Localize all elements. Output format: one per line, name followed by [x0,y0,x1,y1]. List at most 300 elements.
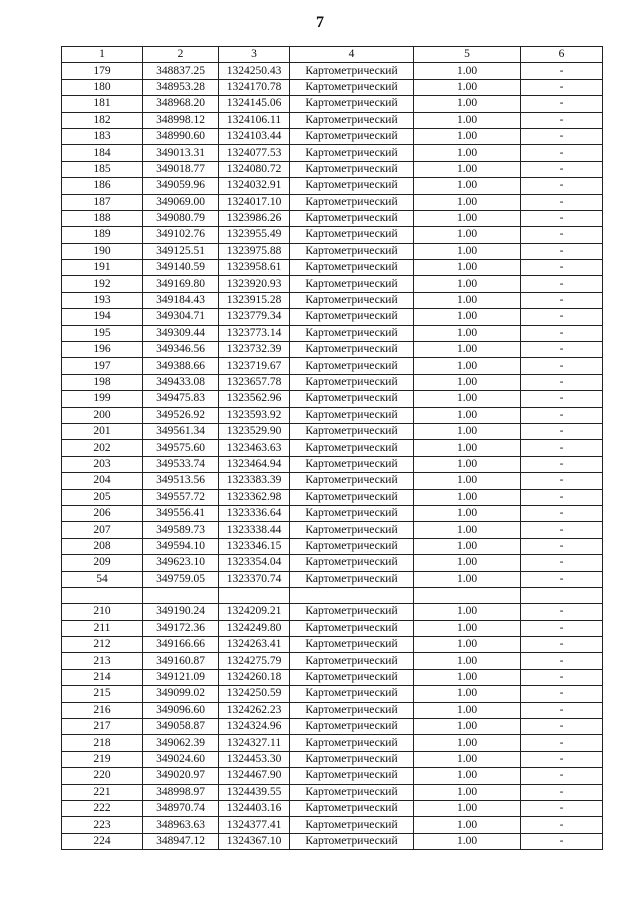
table-cell: 349069.00 [143,194,219,210]
table-cell: 1324080.72 [219,161,290,177]
table-cell: 349533.74 [143,456,219,472]
table-row [62,374,603,390]
table-cell: Картометрический [290,784,414,800]
table-cell [143,587,219,603]
table-row [62,178,603,194]
table-cell: 204 [62,473,143,489]
table-cell: Картометрический [290,309,414,325]
table-cell: Картометрический [290,637,414,653]
table-row [62,653,603,669]
table-cell: 1.00 [414,620,521,636]
table-cell: Картометрический [290,555,414,571]
table-cell: Картометрический [290,145,414,161]
table-cell: - [521,423,603,439]
table-cell: - [521,407,603,423]
table-cell: 349561.34 [143,423,219,439]
table-cell: 224 [62,833,143,849]
table-cell: Картометрический [290,800,414,816]
table-cell: 1323719.67 [219,358,290,374]
table-cell: 348998.12 [143,112,219,128]
table-cell: 1324439.55 [219,784,290,800]
table-cell: 349184.43 [143,292,219,308]
table-cell: 1.00 [414,735,521,751]
table-row [62,440,603,456]
table-cell: 220 [62,768,143,784]
table-cell: 196 [62,342,143,358]
table-cell: 1.00 [414,604,521,620]
table-cell: 348990.60 [143,128,219,144]
table-row [62,342,603,358]
table-cell: - [521,210,603,226]
table-cell: 219 [62,751,143,767]
table-cell: 1323338.44 [219,522,290,538]
table-cell: 180 [62,79,143,95]
table-cell: - [521,358,603,374]
table-cell: 218 [62,735,143,751]
table-cell: - [521,604,603,620]
table-row [62,292,603,308]
table-cell: 1323732.39 [219,342,290,358]
table-cell: 185 [62,161,143,177]
table-cell [414,587,521,603]
table-cell: 1.00 [414,571,521,587]
table-cell: 1.00 [414,79,521,95]
table-cell: 181 [62,96,143,112]
table-cell: 199 [62,391,143,407]
table-cell: 189 [62,227,143,243]
table-cell: 349096.60 [143,702,219,718]
table-cell: - [521,735,603,751]
table-cell: 349433.08 [143,374,219,390]
table-cell: Картометрический [290,735,414,751]
table-cell: - [521,342,603,358]
table-cell: 1.00 [414,112,521,128]
table-cell: Картометрический [290,702,414,718]
table-cell: 349623.10 [143,555,219,571]
table-cell: 188 [62,210,143,226]
table-cell [521,587,603,603]
table-cell: 349024.60 [143,751,219,767]
table-cell: 1.00 [414,63,521,79]
table-row [62,637,603,653]
table-cell: 205 [62,489,143,505]
table-cell: Картометрический [290,325,414,341]
table-cell: - [521,653,603,669]
table-cell: 1.00 [414,702,521,718]
table-cell: 1.00 [414,768,521,784]
table-row [62,587,603,603]
table-cell: Картометрический [290,178,414,194]
table-cell: Картометрический [290,194,414,210]
table-cell: 213 [62,653,143,669]
table-row [62,423,603,439]
table-cell: Картометрический [290,243,414,259]
table-cell: 191 [62,260,143,276]
table-cell: Картометрический [290,260,414,276]
table-cell: - [521,391,603,407]
table-cell: Картометрический [290,276,414,292]
table-cell: 349346.56 [143,342,219,358]
table-cell: 349102.76 [143,227,219,243]
table-cell: - [521,79,603,95]
table-cell: 1.00 [414,210,521,226]
table-cell: 1.00 [414,145,521,161]
table-cell: 348968.20 [143,96,219,112]
table-cell: Картометрический [290,63,414,79]
table-cell: 1.00 [414,358,521,374]
table-row [62,538,603,554]
table-cell: Картометрический [290,473,414,489]
table-cell: 1.00 [414,276,521,292]
table-row [62,227,603,243]
table-cell: 1.00 [414,751,521,767]
table-cell: 1323463.63 [219,440,290,456]
table-cell: 1.00 [414,440,521,456]
table-row [62,407,603,423]
table-cell: 211 [62,620,143,636]
table-cell: - [521,276,603,292]
table-row [62,522,603,538]
table-cell: 1.00 [414,653,521,669]
table-cell: Картометрический [290,79,414,95]
table-cell: 1324467.90 [219,768,290,784]
table-cell: - [521,637,603,653]
table-cell: 1.00 [414,227,521,243]
table-cell: 194 [62,309,143,325]
table-cell: 349190.24 [143,604,219,620]
column-header: 2 [143,47,219,63]
table-cell: 349575.60 [143,440,219,456]
table-cell: 1324262.23 [219,702,290,718]
table-cell: 1324170.78 [219,79,290,95]
table-cell: 1.00 [414,456,521,472]
table-cell: 349304.71 [143,309,219,325]
table-cell: 1323657.78 [219,374,290,390]
table-cell: 1324249.80 [219,620,290,636]
table-cell: 1324260.18 [219,669,290,685]
table-cell: Картометрический [290,571,414,587]
table-cell: 348947.12 [143,833,219,849]
table-cell: 210 [62,604,143,620]
table-cell: Картометрический [290,538,414,554]
table-cell: Картометрический [290,342,414,358]
table-cell: - [521,456,603,472]
table-row [62,817,603,833]
table-cell: Картометрический [290,719,414,735]
table-cell: 195 [62,325,143,341]
table-cell: - [521,702,603,718]
table-cell: 349556.41 [143,505,219,521]
table-cell: 1.00 [414,342,521,358]
table-cell: - [521,505,603,521]
table-cell: 1324017.10 [219,194,290,210]
table-cell: 1323362.98 [219,489,290,505]
table-cell: 1.00 [414,637,521,653]
table-cell: 348970.74 [143,800,219,816]
table-row [62,768,603,784]
table-cell: 348953.28 [143,79,219,95]
table-cell: Картометрический [290,505,414,521]
table-cell: 203 [62,456,143,472]
table-cell: 349125.51 [143,243,219,259]
table-cell: 1323986.26 [219,210,290,226]
table-cell: 1324145.06 [219,96,290,112]
table-cell: Картометрический [290,456,414,472]
page-number: 7 [316,14,324,31]
table-cell: 1324275.79 [219,653,290,669]
table-cell: 209 [62,555,143,571]
table-row [62,669,603,685]
table-cell: Картометрический [290,686,414,702]
table-cell: 1.00 [414,784,521,800]
table-cell: - [521,833,603,849]
table-cell: - [521,538,603,554]
table-row [62,194,603,210]
table-cell: 222 [62,800,143,816]
table-cell: 1.00 [414,800,521,816]
table-cell: 202 [62,440,143,456]
table-cell: - [521,440,603,456]
table-row [62,309,603,325]
table-body [62,63,603,850]
table-cell: Картометрический [290,751,414,767]
table-row [62,784,603,800]
table-row [62,391,603,407]
table-cell: 1.00 [414,243,521,259]
table-cell: 1324403.16 [219,800,290,816]
table-cell: - [521,817,603,833]
table-cell: 190 [62,243,143,259]
table-cell: - [521,178,603,194]
table-row [62,243,603,259]
column-header: 6 [521,47,603,63]
table-cell: 1.00 [414,161,521,177]
table-cell: Картометрический [290,227,414,243]
table-cell: 348837.25 [143,63,219,79]
table-cell: 54 [62,571,143,587]
table-cell: - [521,194,603,210]
table-cell: 1.00 [414,325,521,341]
table-cell: - [521,751,603,767]
table-cell: - [521,473,603,489]
table-cell: - [521,292,603,308]
table-cell: 1.00 [414,128,521,144]
table-cell: - [521,374,603,390]
table-cell: 201 [62,423,143,439]
table-cell: Картометрический [290,96,414,112]
table-row [62,702,603,718]
table-cell: - [521,325,603,341]
table-cell: Картометрический [290,374,414,390]
table-cell: 1.00 [414,669,521,685]
table-cell: 349513.56 [143,473,219,489]
table-cell: 349020.97 [143,768,219,784]
table-cell: 1324250.59 [219,686,290,702]
table-cell: 186 [62,178,143,194]
table-row [62,473,603,489]
table-row [62,505,603,521]
table-cell: Картометрический [290,489,414,505]
table-cell: 1324367.10 [219,833,290,849]
coordinates-table [61,46,603,850]
table-cell: 349059.96 [143,178,219,194]
table-cell: - [521,620,603,636]
table-cell: - [521,555,603,571]
table-cell: 348963.63 [143,817,219,833]
table-cell: 1.00 [414,391,521,407]
table-cell [62,587,143,603]
table-cell: 207 [62,522,143,538]
table-cell: Картометрический [290,817,414,833]
table-cell: Картометрический [290,669,414,685]
table-cell: 349172.36 [143,620,219,636]
table-cell: 1.00 [414,833,521,849]
table-row [62,735,603,751]
table-cell [219,587,290,603]
table-cell: Картометрический [290,292,414,308]
table-cell: 349309.44 [143,325,219,341]
table-cell: 1.00 [414,489,521,505]
table-cell: - [521,768,603,784]
table-cell: 1.00 [414,473,521,489]
column-header: 3 [219,47,290,63]
table-row [62,751,603,767]
table-cell: 349140.59 [143,260,219,276]
table-cell: 193 [62,292,143,308]
table-cell: 1324377.41 [219,817,290,833]
table-cell: - [521,63,603,79]
table-row [62,456,603,472]
table-cell: Картометрический [290,768,414,784]
table-cell: 1.00 [414,260,521,276]
table-row [62,63,603,79]
table-cell: 1.00 [414,686,521,702]
table-cell: 1323593.92 [219,407,290,423]
table-cell: 1.00 [414,178,521,194]
table-cell: 214 [62,669,143,685]
table-cell: 221 [62,784,143,800]
table-cell: 349388.66 [143,358,219,374]
table-cell: 1.00 [414,817,521,833]
table-cell: 192 [62,276,143,292]
table-cell: Картометрический [290,358,414,374]
table-cell: 208 [62,538,143,554]
table-cell: - [521,800,603,816]
table-row [62,325,603,341]
table-cell [290,587,414,603]
table-cell: Картометрический [290,161,414,177]
table-cell: 349099.02 [143,686,219,702]
table-cell: 349018.77 [143,161,219,177]
table-cell: 197 [62,358,143,374]
table-cell: 1324453.30 [219,751,290,767]
table-cell: 1.00 [414,522,521,538]
table-cell: 349759.05 [143,571,219,587]
table-cell: 1323464.94 [219,456,290,472]
table-row [62,161,603,177]
table-row [62,260,603,276]
table-cell: 200 [62,407,143,423]
table-cell: 1323779.34 [219,309,290,325]
table-cell: 198 [62,374,143,390]
table-cell: 1324032.91 [219,178,290,194]
table-cell: 349121.09 [143,669,219,685]
table-cell: Картометрический [290,833,414,849]
table-cell: 1.00 [414,292,521,308]
table-cell: - [521,161,603,177]
table-cell: 1323958.61 [219,260,290,276]
table-row [62,128,603,144]
table-cell: 1323915.28 [219,292,290,308]
table-cell: Картометрический [290,128,414,144]
table-cell: 349557.72 [143,489,219,505]
table-row [62,96,603,112]
table-cell: 1324263.41 [219,637,290,653]
table-row [62,112,603,128]
table-row [62,620,603,636]
table-cell: 349594.10 [143,538,219,554]
table-cell: Картометрический [290,440,414,456]
table-cell: Картометрический [290,210,414,226]
table-cell: 183 [62,128,143,144]
column-header: 4 [290,47,414,63]
table-cell: Картометрический [290,391,414,407]
table-cell: - [521,112,603,128]
table-cell: 1323370.74 [219,571,290,587]
table-cell: 1323773.14 [219,325,290,341]
table-cell: Картометрический [290,423,414,439]
table-cell: - [521,669,603,685]
table-cell: Картометрический [290,620,414,636]
table-cell: 1324324.96 [219,719,290,735]
table-cell: - [521,227,603,243]
table-row [62,800,603,816]
table-cell: 1.00 [414,407,521,423]
table-cell: 1.00 [414,555,521,571]
table-cell: 1323336.64 [219,505,290,521]
column-header: 1 [62,47,143,63]
table-cell: 1323562.96 [219,391,290,407]
table-row [62,210,603,226]
table-cell: 215 [62,686,143,702]
table-row [62,555,603,571]
table-cell: 184 [62,145,143,161]
table-cell: 179 [62,63,143,79]
table-cell: - [521,571,603,587]
table-cell: 1324209.21 [219,604,290,620]
table-cell: 1.00 [414,374,521,390]
table-row [62,719,603,735]
table-cell: 1323975.88 [219,243,290,259]
table-cell: 1323383.39 [219,473,290,489]
table-cell: 349062.39 [143,735,219,751]
table-cell: - [521,243,603,259]
table-cell: 182 [62,112,143,128]
table-cell: 1323529.90 [219,423,290,439]
table-cell: 1323354.04 [219,555,290,571]
table-cell: 349526.92 [143,407,219,423]
table-cell: Картометрический [290,522,414,538]
table-row [62,686,603,702]
table-header-row [62,47,603,63]
table-cell: Картометрический [290,604,414,620]
table-cell: - [521,96,603,112]
table-cell: 1324106.11 [219,112,290,128]
table-row [62,276,603,292]
table-cell: 1.00 [414,96,521,112]
table-row [62,145,603,161]
table-cell: 1.00 [414,538,521,554]
